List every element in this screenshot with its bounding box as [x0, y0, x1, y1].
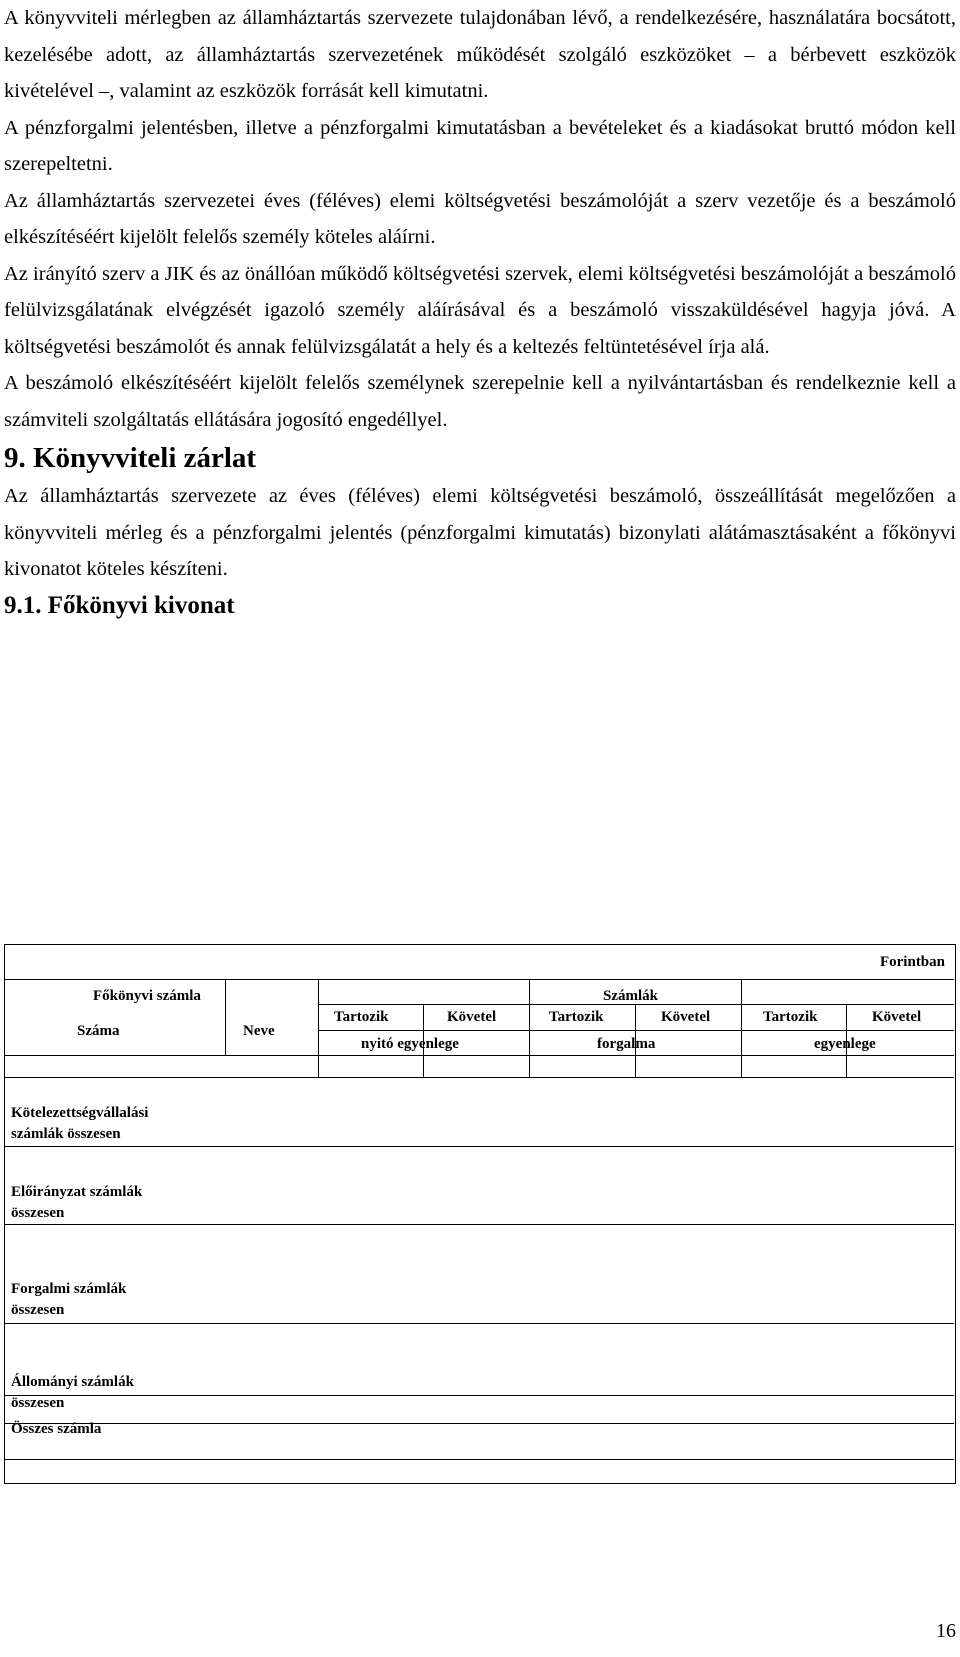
table-line [225, 979, 226, 1055]
table-line [5, 979, 954, 980]
column-header-name: Neve [243, 1023, 275, 1039]
table-line [5, 1423, 954, 1424]
column-header-credit-opening: Követel [447, 1009, 497, 1025]
paragraph-closing: Az államháztartás szervezete az éves (féléves) elemi költségvetési beszámoló, összeállítását megelőzően a könyvviteli mérleg és a pénzforgalmi jelentés (pénzforgalmi kimutatás) bizonylati alátámasztásaként a főkönyvi kivonatot köteles készíteni. [4, 485, 956, 580]
paragraph-balance-sheet: A könyvviteli mérlegben az államháztartás szervezete tulajdonában lévő, a rendelkezésére, használatára bocsátott, kezelésébe adott, az államháztartás szervezetének működését szolgáló eszközöket – a bérbevett eszközök kivételével –, valamint az eszközök forrását kell kimutatni. [4, 7, 956, 102]
table-line [5, 1055, 954, 1056]
column-header-debit-balance: Tartozik [763, 1009, 818, 1025]
table-line [318, 979, 319, 1077]
column-header-number: Száma [77, 1023, 120, 1039]
row-label-cashflow: Forgalmi számlák [11, 1281, 127, 1297]
table-line [5, 1224, 954, 1225]
row-label-total: Összes számla [11, 1421, 102, 1437]
paragraph-approval: Az irányító szerv a JIK és az önállóan működő költségvetési szervek, elemi költségvetési beszámolóját a beszámoló felülvizsgálatának elvégzését igazoló személy aláírásával és a beszámoló visszaküldésével hagyja jóvá. A költségvetési beszámolót és annak felülvizsgálatát a hely és a keltezés feltüntetésével írja alá. [4, 262, 956, 358]
paragraph-cashflow-report: A pénzforgalmi jelentésben, illetve a pénzforgalmi kimutatásban a bevételeket és a kiadásokat bruttó módon kell szerepeltetni. [4, 116, 956, 175]
column-group-accounts: Számlák [603, 988, 659, 1004]
paragraph-responsible-person: A beszámoló elkészítéséért kijelölt felelős személynek szerepelnie kell a nyilvántartásban és rendelkeznie kell a számviteli szolgáltatás ellátására jogosító engedéllyel. [4, 372, 956, 431]
ledger-table [4, 944, 956, 1484]
column-subgroup-balance: egyenlege [814, 1036, 876, 1052]
table-line [741, 979, 742, 1077]
row-label-commitment: Kötelezettségvállalási [11, 1105, 149, 1121]
table-line [5, 1459, 954, 1460]
row-label-cashflow: összesen [11, 1302, 65, 1318]
row-label-appropriation: Előirányzat számlák [11, 1184, 143, 1200]
document-page [4, 0, 956, 624]
table-line [5, 1146, 954, 1147]
page-number: 16 [936, 1620, 956, 1642]
table-unit-label: Forintban [879, 954, 945, 970]
column-header-credit-turnover: Követel [661, 1009, 711, 1025]
column-group-account: Főkönyvi számla [93, 988, 201, 1004]
section-title: 9. Könyvviteli zárlat [4, 442, 257, 474]
table-line [5, 1395, 954, 1396]
column-subgroup-turnover: forgalma [597, 1036, 656, 1052]
table-line [318, 1030, 954, 1031]
row-label-stock: Állományi számlák [11, 1374, 134, 1390]
table-line [5, 1077, 954, 1078]
table-line [5, 1323, 954, 1324]
table-line [529, 979, 530, 1077]
column-header-credit-balance: Követel [872, 1009, 922, 1025]
column-subgroup-opening: nyitó egyenlege [361, 1036, 459, 1052]
paragraph-signature: Az államháztartás szervezetei éves (féléves) elemi költségvetési beszámolóját a szerv vezetője és a beszámoló elkészítéséért kijelölt felelős személy köteles aláírni. [4, 189, 956, 248]
row-label-commitment: számlák összesen [11, 1126, 121, 1142]
subsection-title: 9.1. Főkönyvi kivonat [4, 591, 235, 619]
row-label-appropriation: összesen [11, 1205, 65, 1221]
row-label-stock: összesen [11, 1395, 65, 1411]
column-header-debit-turnover: Tartozik [549, 1009, 604, 1025]
column-header-debit-opening: Tartozik [334, 1009, 389, 1025]
